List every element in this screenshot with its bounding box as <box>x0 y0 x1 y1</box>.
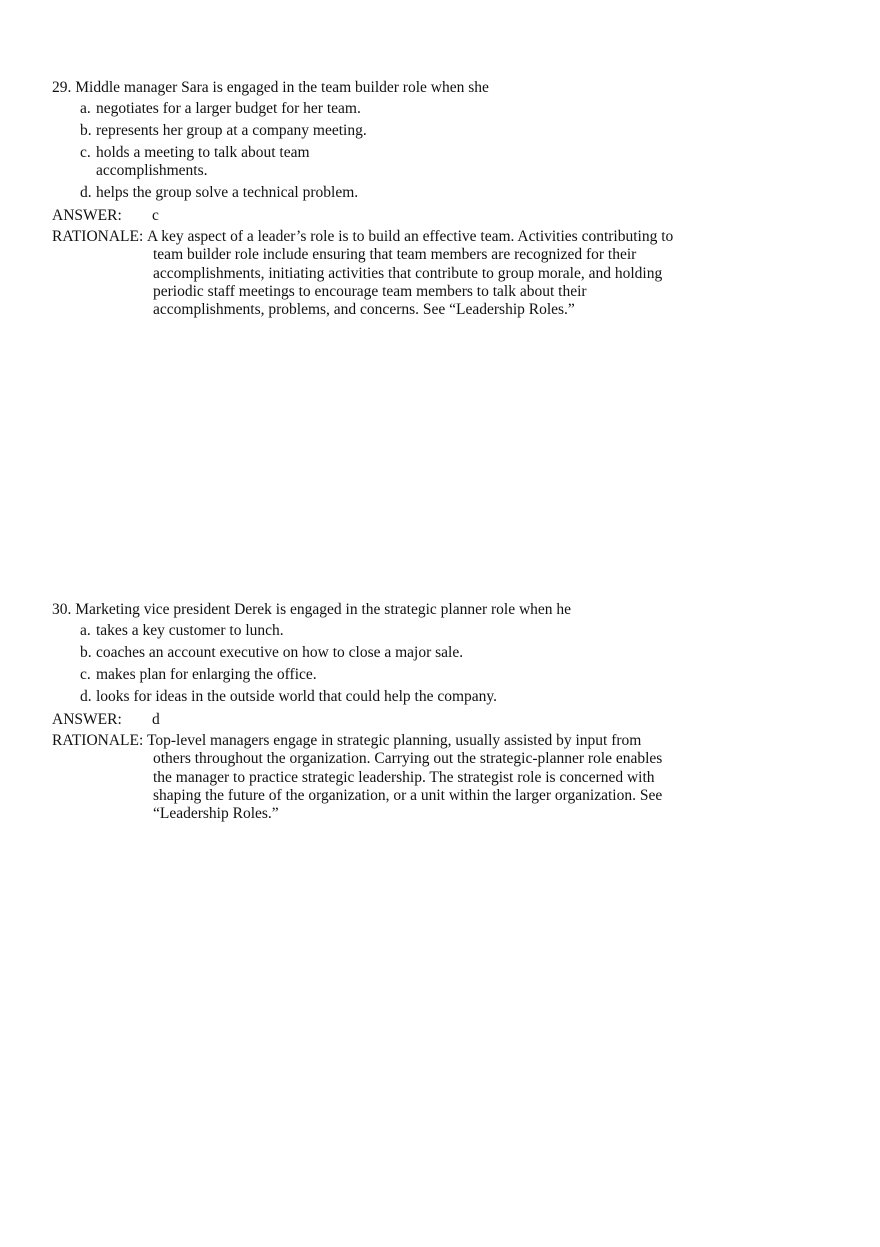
answer-value: c <box>152 207 159 224</box>
option-letter: d. <box>80 184 92 201</box>
question-29 <box>52 78 692 319</box>
option-c <box>80 144 692 180</box>
answer-label: ANSWER: <box>52 711 122 728</box>
answer-row <box>52 206 692 226</box>
option-letter: d. <box>80 688 92 705</box>
rationale-row <box>52 732 692 823</box>
rationale-label: RATIONALE: <box>52 228 144 245</box>
option-c <box>80 666 692 684</box>
option-a <box>80 100 692 118</box>
option-letter: a. <box>80 622 91 639</box>
question-stem: 30. Marketing vice president Derek is engaged in the strategic planner role when he <box>52 601 572 618</box>
option-text: makes plan for enlarging the office. <box>96 666 317 683</box>
option-letter: a. <box>80 100 91 117</box>
option-letter: c. <box>80 144 91 161</box>
question-stem: 29. Middle manager Sara is engaged in the team builder role when she <box>52 79 489 96</box>
option-text: holds a meeting to talk about team accomplishments. <box>96 144 310 179</box>
answer-options <box>52 622 692 706</box>
option-d <box>80 688 692 706</box>
option-a <box>80 622 692 640</box>
option-text: negotiates for a larger budget for her team. <box>96 100 361 117</box>
option-letter: b. <box>80 644 92 661</box>
rationale-text: Top-level managers engage in strategic planning, usually assisted by input from others throughout the organization. Carrying out the strategic-planner role enables the manager to practice strategic leadership. The strategist role is concerned with shaping the future of the organization, or a unit within the larger organization. See “Leadership Roles.” <box>147 732 663 823</box>
rationale-text: A key aspect of a leader’s role is to build an effective team. Activities contributing to team builder role include ensuring that team members are recognized for their accomplishments, initiating activities that contribute to group morale, and holding periodic staff meetings to encourage team members to talk about their accomplishments, problems, and concerns. See “Leadership Roles.” <box>147 228 674 319</box>
rationale-row <box>52 228 692 319</box>
option-letter: c. <box>80 666 91 683</box>
option-letter: b. <box>80 122 92 139</box>
answer-value: d <box>152 711 160 728</box>
option-b <box>80 122 692 140</box>
question-30 <box>52 600 692 823</box>
option-text: takes a key customer to lunch. <box>96 622 284 639</box>
answer-label: ANSWER: <box>52 207 122 224</box>
option-d <box>80 184 692 202</box>
option-text: helps the group solve a technical problem. <box>96 184 359 201</box>
rationale-label: RATIONALE: <box>52 732 144 749</box>
option-text: represents her group at a company meeting. <box>96 122 367 139</box>
option-text: looks for ideas in the outside world that could help the company. <box>96 688 498 705</box>
answer-options <box>52 100 692 202</box>
option-b <box>80 644 692 662</box>
answer-row <box>52 710 692 730</box>
option-text: coaches an account executive on how to close a major sale. <box>96 644 464 661</box>
